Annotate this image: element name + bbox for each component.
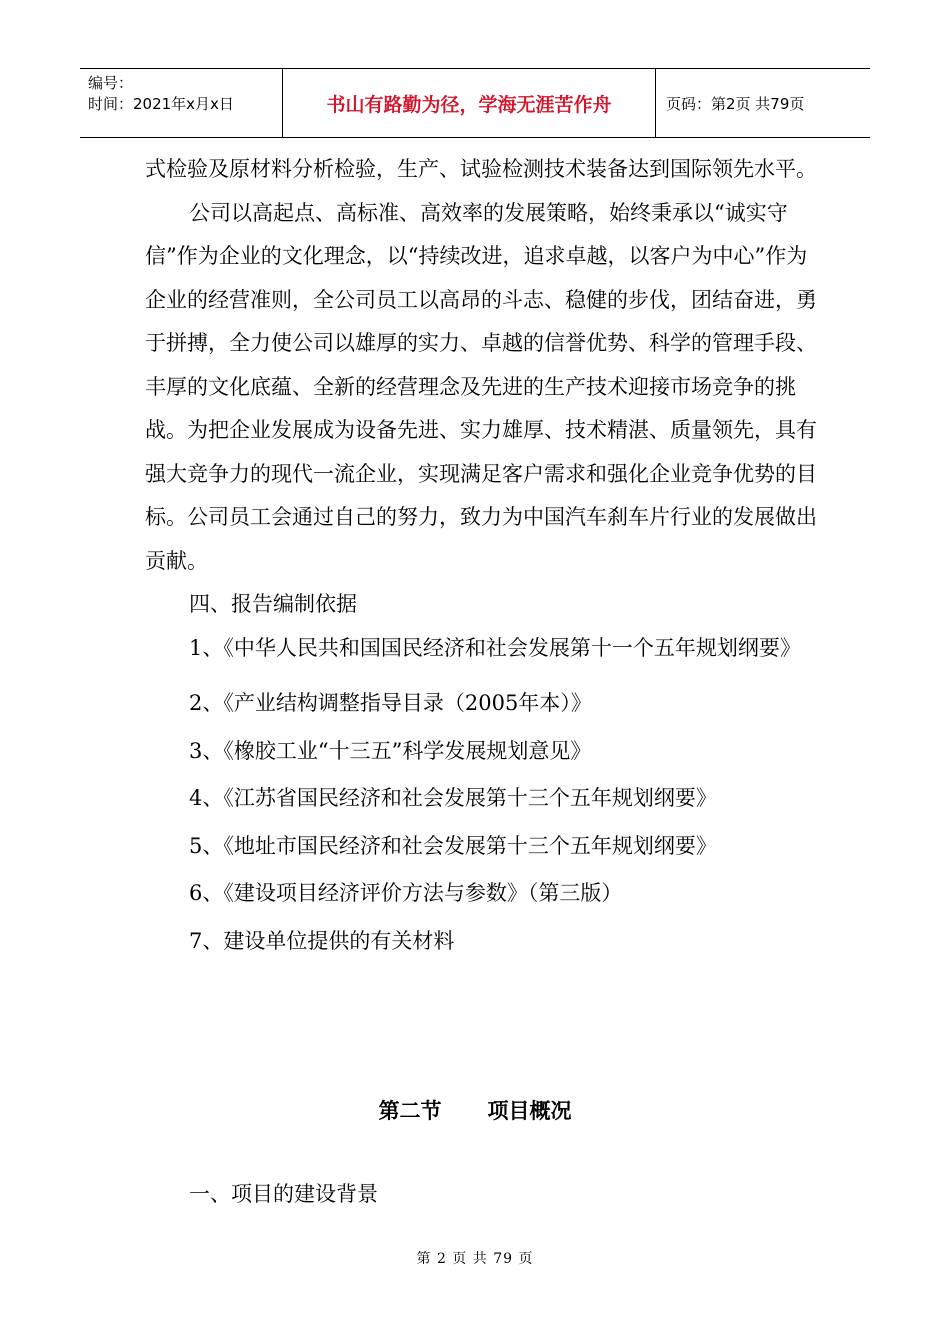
basis-item-3: 3、《橡胶工业“十三五”科学发展规划意见》: [189, 738, 592, 763]
basis-item-5: 5、《地址市国民经济和社会发展第十三个五年规划纲要》: [189, 833, 717, 858]
document-body: [145, 148, 825, 963]
page-footer: 第 2 页 共 79 页: [416, 1251, 534, 1267]
section-number: 第二节: [378, 1099, 442, 1123]
sub-heading-background: 一、项目的建设背景: [189, 1182, 378, 1206]
paragraph-1: 式检验及原材料分析检验，生产、试验检测技术装备达到国际领先水平。: [145, 157, 817, 181]
basis-item-7: 7、建设单位提供的有关材料: [189, 928, 455, 953]
heading-report-basis: 四、报告编制依据: [189, 592, 357, 616]
header-motto: 书山有路勤为径，学海无涯苦作舟: [283, 69, 656, 137]
section-title: 项目概况: [487, 1099, 572, 1123]
document-time-label: 时间：2021年x月x日: [88, 95, 234, 113]
basis-item-1: 1、《中华人民共和国国民经济和社会发展第十一个五年规划纲要》: [189, 635, 801, 660]
basis-item-2: 2、《产业结构调整指导目录（2005年本）》: [189, 691, 592, 715]
paragraph-2: 公司以高起点、高标准、高效率的发展策略，始终秉承以“诚实守信”作为企业的文化理念，以“持续改进，追求卓越，以客户为中心”作为企业的经营准则，全公司员工以高昂的斗志、稳健的步伐，团结奋进，勇于拼搏，全力使公司以雄厚的实力、卓越的信誉优势、科学的管理手段、丰厚的文化底蕴、全新的经营理念及先进的生产技术迎接市场竞争的挑战。为把企业发展成为设备先进、实力雄厚、技术精湛、质量领先，具有强大竞争力的现代一流企业，实现满足客户需求和强化企业竞争优势的目标。公司员工会通过自己的努力，致力为中国汽车刹车片行业的发展做出贡献。: [145, 200, 817, 573]
basis-item-4: 4、《江苏省国民经济和社会发展第十三个五年规划纲要》: [189, 786, 717, 810]
page-header: [80, 68, 870, 138]
document-number-label: 编号：: [88, 74, 134, 92]
section-heading: [0, 1095, 950, 1125]
header-meta: [80, 69, 283, 137]
basis-item-6: 6、《建设项目经济评价方法与参数》（第三版）: [189, 881, 623, 905]
header-page-info: 页码：第2页 共79页: [666, 94, 805, 113]
